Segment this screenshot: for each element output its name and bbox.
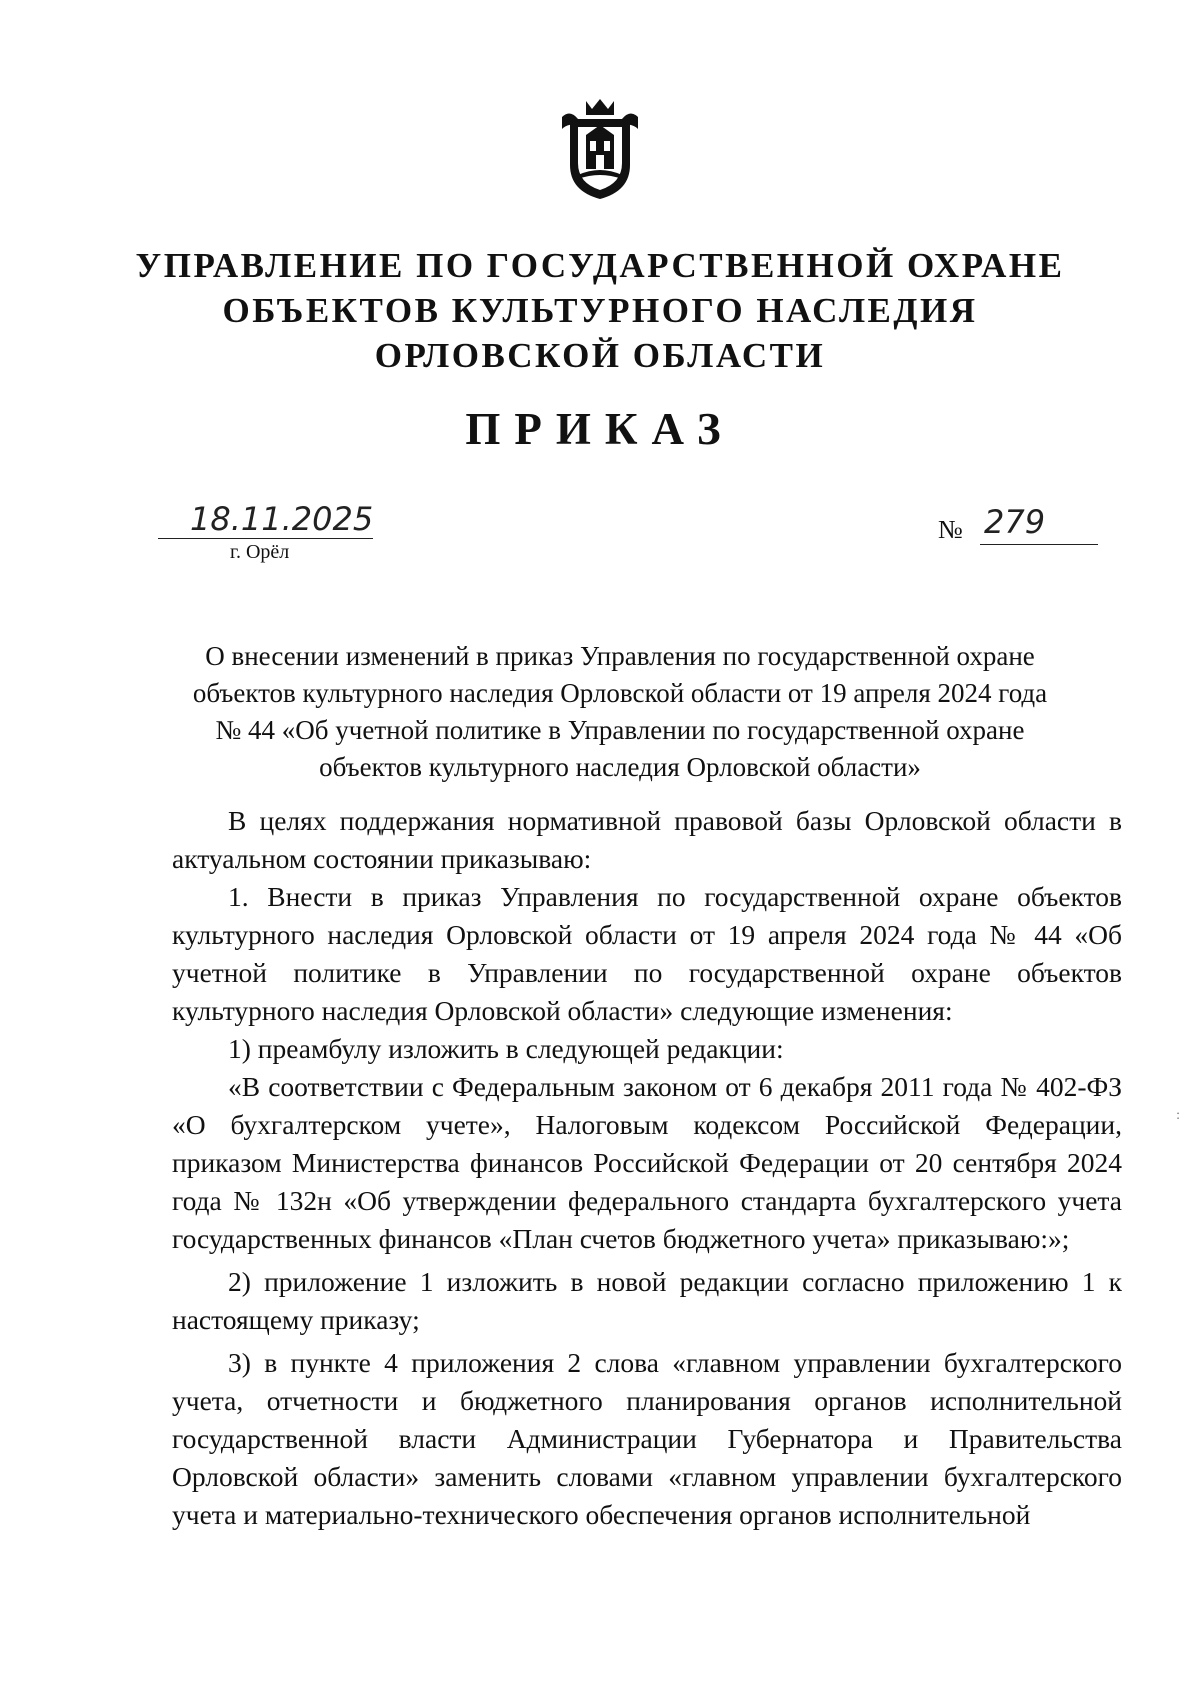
scan-margin-mark: : xyxy=(1176,1108,1180,1123)
number-sign: № xyxy=(938,515,963,544)
coat-of-arms-emblem xyxy=(556,95,644,203)
subject-line-2: объектов культурного наследия Орловской области от 19 апреля 2024 года xyxy=(192,678,1048,708)
subject-line-4: объектов культурного наследия Орловской области» xyxy=(319,752,921,782)
document-type-title: ПРИКАЗ xyxy=(465,404,735,454)
number-underline xyxy=(980,544,1098,545)
handwritten-date: 18.11.2025 xyxy=(190,500,374,538)
body-paragraph-quoted-preamble: «В соответствии с Федеральным законом от 6 декабря 2011 года № 402-ФЗ «О бухгалтерском учете», Налоговым кодексом Российской Федерации, приказом Министерства финансов Российской Федерации от 20 сентября 2024 года № 132н «Об утверждении федерального стандарта бухгалтерского учета государственных финансов «План счетов бюджетного учета» приказываю:»; xyxy=(172,1071,1122,1254)
order-subject xyxy=(180,638,1060,786)
handwritten-number: 279 xyxy=(984,503,1046,541)
number-block xyxy=(938,503,1098,551)
date-block xyxy=(158,500,374,563)
city-label: г. Орёл xyxy=(230,541,290,563)
body-paragraph-item-1: 1. Внести в приказ Управления по государственной охране объектов культурного наследия Орловской области от 19 апреля 2024 года № 44 «Об учетной политике в Управлении по государственной охране объектов культурного наследия Орловской области» следующие изменения: xyxy=(172,881,1122,1026)
org-line-1: УПРАВЛЕНИЕ ПО ГОСУДАРСТВЕННОЙ ОХРАНЕ xyxy=(135,246,1065,285)
organization-name xyxy=(120,243,1080,378)
org-line-2: ОБЪЕКТОВ КУЛЬТУРНОГО НАСЛЕДИЯ xyxy=(222,291,978,330)
body-paragraph-subitem-2: 2) приложение 1 изложить в новой редакции согласно приложению 1 к настоящему приказу; xyxy=(172,1266,1122,1335)
org-line-3: ОРЛОВСКОЙ ОБЛАСТИ xyxy=(374,336,826,375)
subject-line-1: О внесении изменений в приказ Управления по государственной охране xyxy=(205,641,1035,671)
body-paragraph-subitem-1: 1) преамбулу изложить в следующей редакции: xyxy=(228,1033,784,1064)
body-paragraph-subitem-3: 3) в пункте 4 приложения 2 слова «главном управлении бухгалтерского учета, отчетности и бюджетного планирования органов исполнительной государственной власти Администрации Губернатора и Правительства Орловской области» заменить словами «главном управлении бухгалтерского учета и материально-технического обеспечения органов исполнительной xyxy=(172,1347,1122,1530)
date-underline xyxy=(158,538,373,539)
order-body xyxy=(172,802,1122,1534)
subject-line-3: № 44 «Об учетной политике в Управлении по государственной охране xyxy=(215,715,1025,745)
body-paragraph-preamble: В целях поддержания нормативной правовой базы Орловской области в актуальном состоянии приказываю: xyxy=(172,805,1122,874)
